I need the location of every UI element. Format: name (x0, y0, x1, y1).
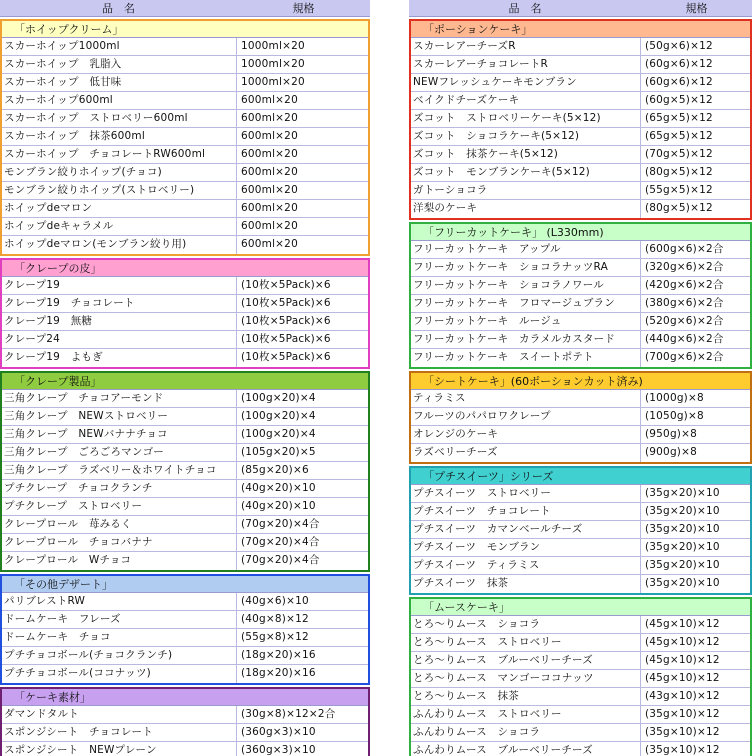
product-row (2, 182, 368, 200)
product-row (2, 146, 368, 164)
product-row (411, 331, 750, 349)
product-section (0, 371, 370, 572)
product-spec: (1050g)×8 (645, 410, 704, 422)
product-row (2, 742, 368, 756)
product-spec: (10枚×5Pack)×6 (241, 297, 331, 309)
product-row (2, 277, 368, 295)
product-row (2, 128, 368, 146)
product-name: モンブラン絞りホイップ(チョコ) (2, 164, 237, 181)
product-name: クレープ19 無糖 (2, 313, 237, 330)
product-spec: (70g×20)×4合 (241, 518, 320, 530)
product-name: スポンジシート NEWプレーン (2, 742, 237, 756)
product-name: モンブラン絞りホイップ(ストロベリー) (2, 182, 237, 199)
header-spec-label: 規格 (685, 2, 708, 15)
product-name: 三角クレープ チョコアーモンド (2, 390, 237, 407)
product-name: ホイップdeマロン(モンブラン絞り用) (2, 236, 237, 254)
product-spec: (10枚×5Pack)×6 (241, 333, 331, 345)
product-row (2, 92, 368, 110)
product-row (411, 277, 750, 295)
product-row (2, 629, 368, 647)
product-row (411, 146, 750, 164)
product-name: とろ～りムース ブルーベリーチーズ (411, 652, 641, 669)
product-name: とろ～りムース ショコラ (411, 616, 641, 633)
product-spec: (45g×10)×12 (645, 636, 720, 648)
product-row (411, 426, 750, 444)
product-name: プチスイーツ 抹茶 (411, 575, 641, 593)
header-name-label: 品 名 (508, 2, 542, 15)
product-row (2, 426, 368, 444)
product-section (0, 258, 370, 369)
product-name: とろ～りムース ストロベリー (411, 634, 641, 651)
product-spec: (35g×20)×10 (645, 487, 720, 499)
product-spec: (43g×10)×12 (645, 690, 720, 702)
product-spec: (55g×8)×12 (241, 631, 309, 643)
product-row (2, 110, 368, 128)
product-row (411, 539, 750, 557)
product-spec: (45g×10)×12 (645, 618, 720, 630)
product-name: ズコット ショコラケーキ(5×12) (411, 128, 641, 145)
product-spec: (35g×20)×10 (645, 541, 720, 553)
product-row (411, 295, 750, 313)
product-spec: 600ml×20 (241, 238, 298, 250)
product-row (2, 593, 368, 611)
left-sections (0, 19, 370, 756)
product-name: パリブレストRW (2, 593, 237, 610)
product-name: スカーホイップ 抹茶600ml (2, 128, 237, 145)
section-title: 「シートケーキ」(60ポーションカット済み) (411, 373, 750, 390)
product-name: プチスイーツ モンブラン (411, 539, 641, 556)
product-name: ふんわりムース ストロベリー (411, 706, 641, 723)
product-row (2, 480, 368, 498)
product-spec: (40g×8)×12 (241, 613, 309, 625)
product-name: フリーカットケーキ フロマージュブラン (411, 295, 641, 312)
product-spec: (360g×3)×10 (241, 726, 316, 738)
product-row (411, 688, 750, 706)
product-name: とろ～りムース 抹茶 (411, 688, 641, 705)
product-spec: (65g×5)×12 (645, 112, 713, 124)
product-spec: (55g×5)×12 (645, 184, 713, 196)
product-name: クレープ19 チョコレート (2, 295, 237, 312)
product-name: ズコット 抹茶ケーキ(5×12) (411, 146, 641, 163)
right-sections (409, 19, 752, 756)
product-spec: 1000ml×20 (241, 40, 305, 52)
product-name: 三角クレープ NEWストロベリー (2, 408, 237, 425)
product-row (2, 516, 368, 534)
product-row (411, 408, 750, 426)
product-row (411, 742, 750, 756)
product-row (2, 390, 368, 408)
product-name: ティラミス (411, 390, 641, 407)
product-row (2, 218, 368, 236)
section-title: 「ケーキ素材」 (2, 689, 368, 706)
product-row (411, 92, 750, 110)
product-spec: (10枚×5Pack)×6 (241, 351, 331, 363)
product-spec: (700g×6)×2合 (645, 351, 724, 363)
product-spec: (85g×20)×6 (241, 464, 309, 476)
product-name: スカーレアーチーズR (411, 38, 641, 55)
product-name: 三角クレープ NEWバナナチョコ (2, 426, 237, 443)
left-product-column (0, 0, 370, 756)
product-row (2, 236, 368, 254)
right-table-header (409, 0, 752, 17)
product-row (411, 349, 750, 367)
product-name: 洋梨のケーキ (411, 200, 641, 218)
product-row (411, 110, 750, 128)
product-spec: (35g×20)×10 (645, 505, 720, 517)
product-spec: (100g×20)×4 (241, 392, 316, 404)
product-spec: (40g×6)×10 (241, 595, 309, 607)
product-name: フリーカットケーキ ショコラノワール (411, 277, 641, 294)
product-name: フリーカットケーキ アップル (411, 241, 641, 258)
product-row (411, 706, 750, 724)
product-spec: (380g×6)×2合 (645, 297, 724, 309)
product-name: 三角クレープ ごろごろマンゴー (2, 444, 237, 461)
product-name: とろ～りムース マンゴーココナッツ (411, 670, 641, 687)
header-spec-label: 規格 (292, 2, 315, 15)
product-spec: 600ml×20 (241, 166, 298, 178)
product-row (411, 390, 750, 408)
product-spec: 600ml×20 (241, 184, 298, 196)
product-row (2, 331, 368, 349)
product-spec: (10枚×5Pack)×6 (241, 315, 331, 327)
product-name: スポンジシート チョコレート (2, 724, 237, 741)
product-spec: 600ml×20 (241, 94, 298, 106)
product-section (0, 19, 370, 256)
product-name: ガトーショコラ (411, 182, 641, 199)
product-row (2, 498, 368, 516)
product-row (411, 670, 750, 688)
product-spec: (80g×5)×12 (645, 202, 713, 214)
product-row (2, 38, 368, 56)
product-row (2, 462, 368, 480)
product-row (411, 74, 750, 92)
product-row (2, 611, 368, 629)
product-section (409, 597, 752, 756)
product-row (411, 38, 750, 56)
product-spec: (45g×10)×12 (645, 672, 720, 684)
product-row (411, 164, 750, 182)
product-spec: (35g×10)×12 (645, 708, 720, 720)
section-title: 「クレープの皮」 (2, 260, 368, 277)
product-spec: (360g×3)×10 (241, 744, 316, 756)
product-spec: (70g×20)×4合 (241, 554, 320, 566)
product-row (411, 575, 750, 593)
product-spec: 600ml×20 (241, 220, 298, 232)
product-row (411, 200, 750, 218)
product-spec: (18g×20)×16 (241, 649, 316, 661)
product-spec: (35g×20)×10 (645, 523, 720, 535)
product-name: スカーホイップ1000ml (2, 38, 237, 55)
product-row (411, 521, 750, 539)
product-spec: (520g×6)×2合 (645, 315, 724, 327)
product-name: ダマンドタルト (2, 706, 237, 723)
product-spec: (35g×10)×12 (645, 744, 720, 756)
product-row (2, 408, 368, 426)
product-spec: (320g×6)×2合 (645, 261, 724, 273)
right-product-column (409, 0, 752, 756)
product-name: クレープロール チョコバナナ (2, 534, 237, 551)
product-row (2, 349, 368, 367)
product-name: クレープロール Wチョコ (2, 552, 237, 570)
product-spec: (50g×6)×12 (645, 40, 713, 52)
product-spec: (1000g)×8 (645, 392, 704, 404)
product-spec: (440g×6)×2合 (645, 333, 724, 345)
product-row (411, 128, 750, 146)
product-spec: (100g×20)×4 (241, 410, 316, 422)
product-row (2, 647, 368, 665)
section-title: 「ホイップクリーム」 (2, 21, 368, 38)
product-spec: (80g×5)×12 (645, 166, 713, 178)
product-spec: 600ml×20 (241, 202, 298, 214)
product-row (2, 665, 368, 683)
product-spec: (40g×20)×10 (241, 500, 316, 512)
product-name: フリーカットケーキ スイートポテト (411, 349, 641, 367)
product-spec: (60g×5)×12 (645, 94, 713, 106)
product-section (409, 466, 752, 595)
product-row (411, 182, 750, 200)
product-spec: (40g×20)×10 (241, 482, 316, 494)
product-name: スカーレアーチョコレートR (411, 56, 641, 73)
product-name: ズコット ストロベリーケーキ(5×12) (411, 110, 641, 127)
section-title: 「プチスイーツ」シリーズ (411, 468, 750, 485)
product-row (411, 724, 750, 742)
product-spec: (100g×20)×4 (241, 428, 316, 440)
product-name: プチスイーツ ストロベリー (411, 485, 641, 502)
product-spec: (35g×10)×12 (645, 726, 720, 738)
product-name: クレープ19 よもぎ (2, 349, 237, 367)
product-row (411, 503, 750, 521)
product-section (0, 687, 370, 756)
product-section (409, 371, 752, 464)
product-name: プチチョコボール(ココナッツ) (2, 665, 237, 683)
product-name: スカーホイップ ストロベリー600ml (2, 110, 237, 127)
product-name: フリーカットケーキ カラメルカスタード (411, 331, 641, 348)
left-table-header (0, 0, 370, 17)
product-spec: (900g)×8 (645, 446, 697, 458)
product-spec: (35g×20)×10 (645, 577, 720, 589)
product-spec: (10枚×5Pack)×6 (241, 279, 331, 291)
product-row (411, 313, 750, 331)
product-row (2, 74, 368, 92)
product-name: 三角クレープ ラズベリー＆ホワイトチョコ (2, 462, 237, 479)
product-name: オレンジのケーキ (411, 426, 641, 443)
product-row (411, 241, 750, 259)
product-name: ホイップdeマロン (2, 200, 237, 217)
product-name: プチスイーツ ティラミス (411, 557, 641, 574)
product-name: プチスイーツ カマンベールチーズ (411, 521, 641, 538)
product-spec: (420g×6)×2合 (645, 279, 724, 291)
product-name: プチクレープ チョコクランチ (2, 480, 237, 497)
product-name: プチクレープ ストロベリー (2, 498, 237, 515)
product-row (2, 552, 368, 570)
section-title: 「フリーカットケーキ」 (L330mm) (411, 224, 750, 241)
product-row (2, 200, 368, 218)
product-spec: (18g×20)×16 (241, 667, 316, 679)
product-name: ドームケーキ フレーズ (2, 611, 237, 628)
product-row (2, 444, 368, 462)
product-spec: 600ml×20 (241, 112, 298, 124)
product-spec: 1000ml×20 (241, 76, 305, 88)
product-row (2, 313, 368, 331)
product-name: ズコット モンブランケーキ(5×12) (411, 164, 641, 181)
product-name: スカーホイップ 低甘味 (2, 74, 237, 91)
product-spec: (60g×6)×12 (645, 76, 713, 88)
product-row (411, 444, 750, 462)
product-row (2, 724, 368, 742)
product-row (411, 557, 750, 575)
product-name: ドームケーキ チョコ (2, 629, 237, 646)
product-section (0, 574, 370, 685)
product-spec: (60g×6)×12 (645, 58, 713, 70)
product-row (411, 634, 750, 652)
product-name: プチチョコボール(チョコクランチ) (2, 647, 237, 664)
product-spec: (65g×5)×12 (645, 130, 713, 142)
product-name: NEWフレッシュケーキモンブラン (411, 74, 641, 91)
section-title: 「ムースケーキ」 (411, 599, 750, 616)
product-row (2, 706, 368, 724)
product-name: フリーカットケーキ ルージュ (411, 313, 641, 330)
product-row (2, 295, 368, 313)
section-title: 「その他デザート」 (2, 576, 368, 593)
product-section (409, 222, 752, 369)
product-row (411, 652, 750, 670)
product-spec: (600g×6)×2合 (645, 243, 724, 255)
product-name: フルーツのパパロワクレープ (411, 408, 641, 425)
product-row (2, 534, 368, 552)
section-title: 「ポーションケーキ」 (411, 21, 750, 38)
product-section (409, 19, 752, 220)
product-name: スカーホイップ 乳脂入 (2, 56, 237, 73)
product-spec: (30g×8)×12×2合 (241, 708, 336, 720)
product-name: クレープ19 (2, 277, 237, 294)
product-row (2, 56, 368, 74)
product-spec: (70g×5)×12 (645, 148, 713, 160)
product-row (411, 616, 750, 634)
product-name: ラズベリーチーズ (411, 444, 641, 462)
product-name: ホイップdeキャラメル (2, 218, 237, 235)
product-spec: (950g)×8 (645, 428, 697, 440)
product-name: ふんわりムース ショコラ (411, 724, 641, 741)
product-name: ふんわりムース ブルーベリーチーズ (411, 742, 641, 756)
product-name: ベイクドチーズケーキ (411, 92, 641, 109)
header-name-label: 品 名 (102, 2, 135, 15)
product-row (411, 56, 750, 74)
section-title: 「クレープ製品」 (2, 373, 368, 390)
product-spec: (105g×20)×5 (241, 446, 316, 458)
product-spec: (70g×20)×4合 (241, 536, 320, 548)
product-spec: (35g×20)×10 (645, 559, 720, 571)
product-name: スカーホイップ チョコレートRW600ml (2, 146, 237, 163)
product-name: クレープロール 苺みるく (2, 516, 237, 533)
product-spec: 600ml×20 (241, 148, 298, 160)
product-row (411, 259, 750, 277)
product-name: フリーカットケーキ ショコラナッツRA (411, 259, 641, 276)
product-name: プチスイーツ チョコレート (411, 503, 641, 520)
product-spec: 1000ml×20 (241, 58, 305, 70)
product-name: クレープ24 (2, 331, 237, 348)
product-name: スカーホイップ600ml (2, 92, 237, 109)
product-row (2, 164, 368, 182)
product-row (411, 485, 750, 503)
product-spec: (45g×10)×12 (645, 654, 720, 666)
product-spec: 600ml×20 (241, 130, 298, 142)
